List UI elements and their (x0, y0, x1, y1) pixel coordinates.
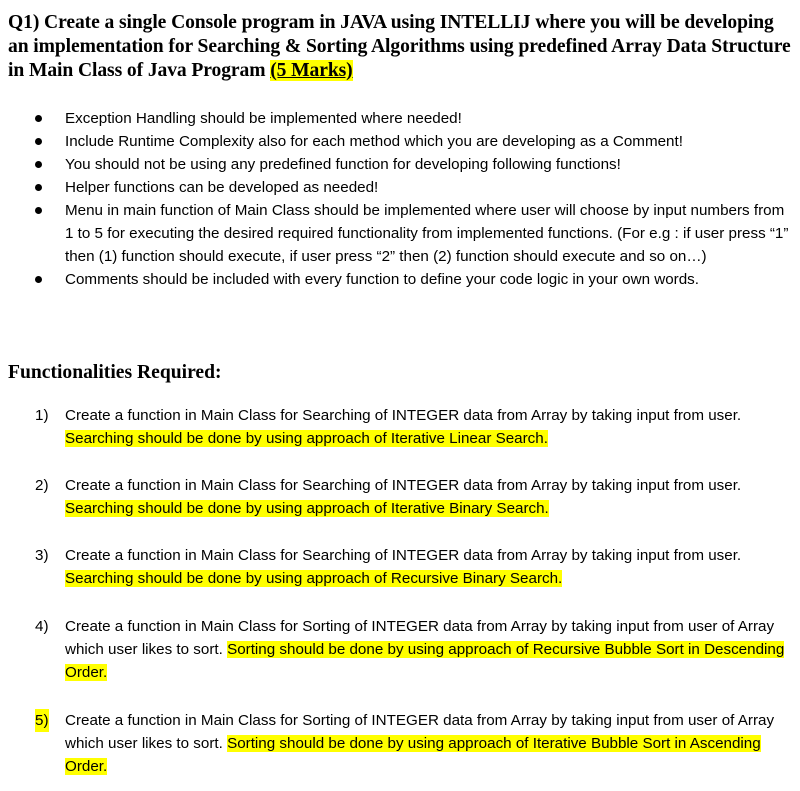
requirement-text: You should not be using any predefined function for developing following functions! (65, 156, 621, 173)
functionality-item (0, 474, 800, 520)
functionality-number: 1) (35, 407, 49, 424)
bullet-icon (35, 161, 42, 168)
requirement-item (0, 176, 800, 199)
functionality-highlight: Sorting should be done by using approach of Iterative Bubble Sort in Ascending Order. (65, 735, 761, 775)
functionality-description: Create a function in Main Class for Searching of INTEGER data from Array by taking input from user. (65, 547, 742, 564)
requirement-item (0, 107, 800, 130)
functionality-highlight: Searching should be done by using approach of Recursive Binary Search. (65, 570, 563, 587)
functionality-highlight: Sorting should be done by using approach of Recursive Bubble Sort in Descending Order. (65, 641, 785, 681)
functionality-description: Create a function in Main Class for Searching of INTEGER data from Array by taking input from user. (65, 407, 742, 424)
functionality-number: 4) (35, 618, 49, 635)
functionality-text (0, 474, 800, 520)
functionality-item (0, 544, 800, 590)
requirement-text: Exception Handling should be implemented where needed! (65, 110, 462, 127)
question-title-text: Q1) Create a single Console program in JAVA using INTELLIJ where you will be developing an implementation for Searching & Sorting Algorithms using predefined Array Data Structure in Main Class of Java Program (8, 12, 791, 81)
requirements-list (0, 107, 800, 291)
requirement-text: Include Runtime Complexity also for each method which you are developing as a Comment! (65, 133, 683, 150)
bullet-icon (35, 138, 42, 145)
requirement-item (0, 199, 800, 268)
functionality-text (0, 544, 800, 590)
functionality-number: 5) (35, 709, 49, 732)
functionality-highlight: Searching should be done by using approach of Iterative Linear Search. (65, 430, 548, 447)
requirement-text: Comments should be included with every function to define your code logic in your own words. (65, 271, 699, 288)
functionalities-heading: Functionalities Required: (8, 362, 222, 383)
functionality-text (0, 709, 800, 778)
question-title (8, 11, 792, 83)
bullet-icon (35, 207, 42, 214)
functionality-item (0, 709, 800, 778)
functionality-number: 2) (35, 477, 49, 494)
functionality-description: Create a function in Main Class for Searching of INTEGER data from Array by taking input from user. (65, 477, 742, 494)
bullet-icon (35, 276, 42, 283)
bullet-icon (35, 184, 42, 191)
functionality-text (0, 615, 800, 684)
functionality-item (0, 615, 800, 684)
marks-badge: (5 Marks) (270, 60, 353, 81)
functionality-item (0, 404, 800, 450)
functionality-description: Create a function in Main Class for Sorting of INTEGER data from Array by taking input from user of Array which user likes to sort. (65, 618, 775, 658)
requirement-text: Menu in main function of Main Class should be implemented where user will choose by input numbers from 1 to 5 for executing the desired required functionality from implemented functions. (For e.g : if user press “1” then (1) function should execute, if user press “2” then (2) function should execute and so on…) (65, 202, 789, 265)
requirement-text: Helper functions can be developed as needed! (65, 179, 379, 196)
requirement-item (0, 130, 800, 153)
requirement-item (0, 153, 800, 176)
requirement-item (0, 268, 800, 291)
functionality-highlight: Searching should be done by using approach of Iterative Binary Search. (65, 500, 549, 517)
functionality-number: 3) (35, 547, 49, 564)
functionality-description: Create a function in Main Class for Sorting of INTEGER data from Array by taking input from user of Array which user likes to sort. (65, 712, 775, 752)
functionality-text (0, 404, 800, 450)
bullet-icon (35, 115, 42, 122)
